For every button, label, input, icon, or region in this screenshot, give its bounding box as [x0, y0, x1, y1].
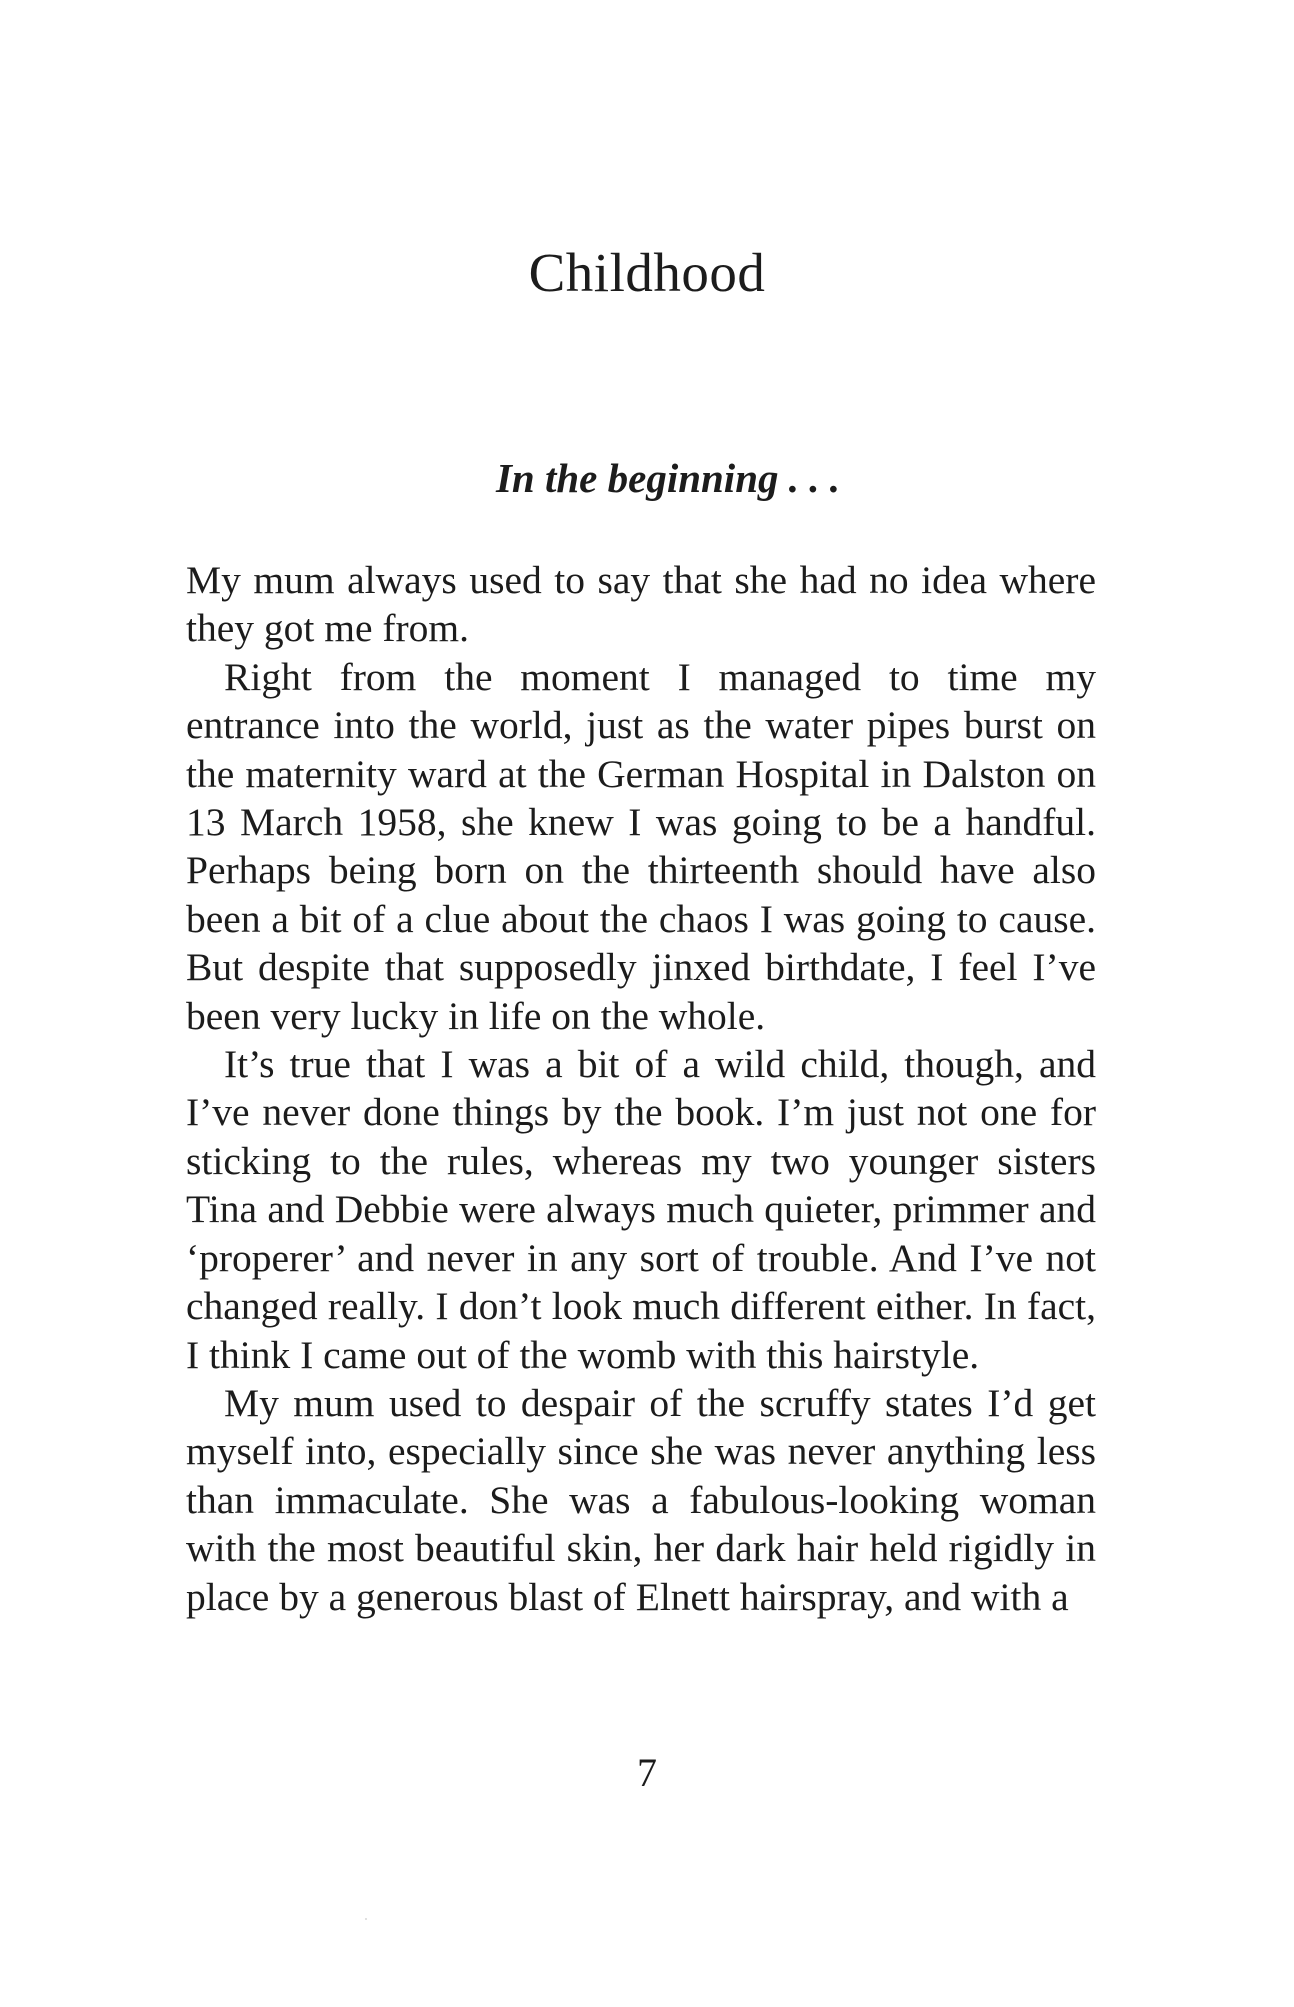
body-text	[186, 556, 1096, 1621]
section-heading: In the beginning . . .	[495, 455, 841, 501]
page-number: 7	[637, 1750, 657, 1795]
paragraph-4: My mum used to despair of the scruffy states I’d get myself into, especially since she was never anything less than immaculate. She was a fabulous-looking woman with the most beautiful skin, her dark hair held rigidly in place by a generous blast of Elnett hairspray, and with a	[186, 1380, 1096, 1619]
paragraph-2: Right from the moment I managed to time my entrance into the world, just as the water pipes burst on the maternity ward at the German Hospital in Dalston on 13 March 1958, she knew I was going to be a handful. Perhaps being born on the thirteenth should have also been a bit of a clue about the chaos I was going to cause. But despite that supposedly jinxed birthdate, I feel I’ve been very lucky in life on the whole.	[186, 654, 1096, 1038]
scan-speck	[365, 1918, 367, 1920]
chapter-title: Childhood	[528, 242, 766, 303]
paragraph-1: My mum always used to say that she had no idea where they got me from.	[186, 558, 1096, 651]
paragraph-3: It’s true that I was a bit of a wild child, though, and I’ve never done things by the book. I’m just not one for sticking to the rules, whereas my two younger sisters Tina and Debbie were always much quieter, primmer and ‘properer’ and never in any sort of trouble. And I’ve not changed really. I don’t look much different either. In fact, I think I came out of the womb with this hairstyle.	[186, 1042, 1096, 1377]
